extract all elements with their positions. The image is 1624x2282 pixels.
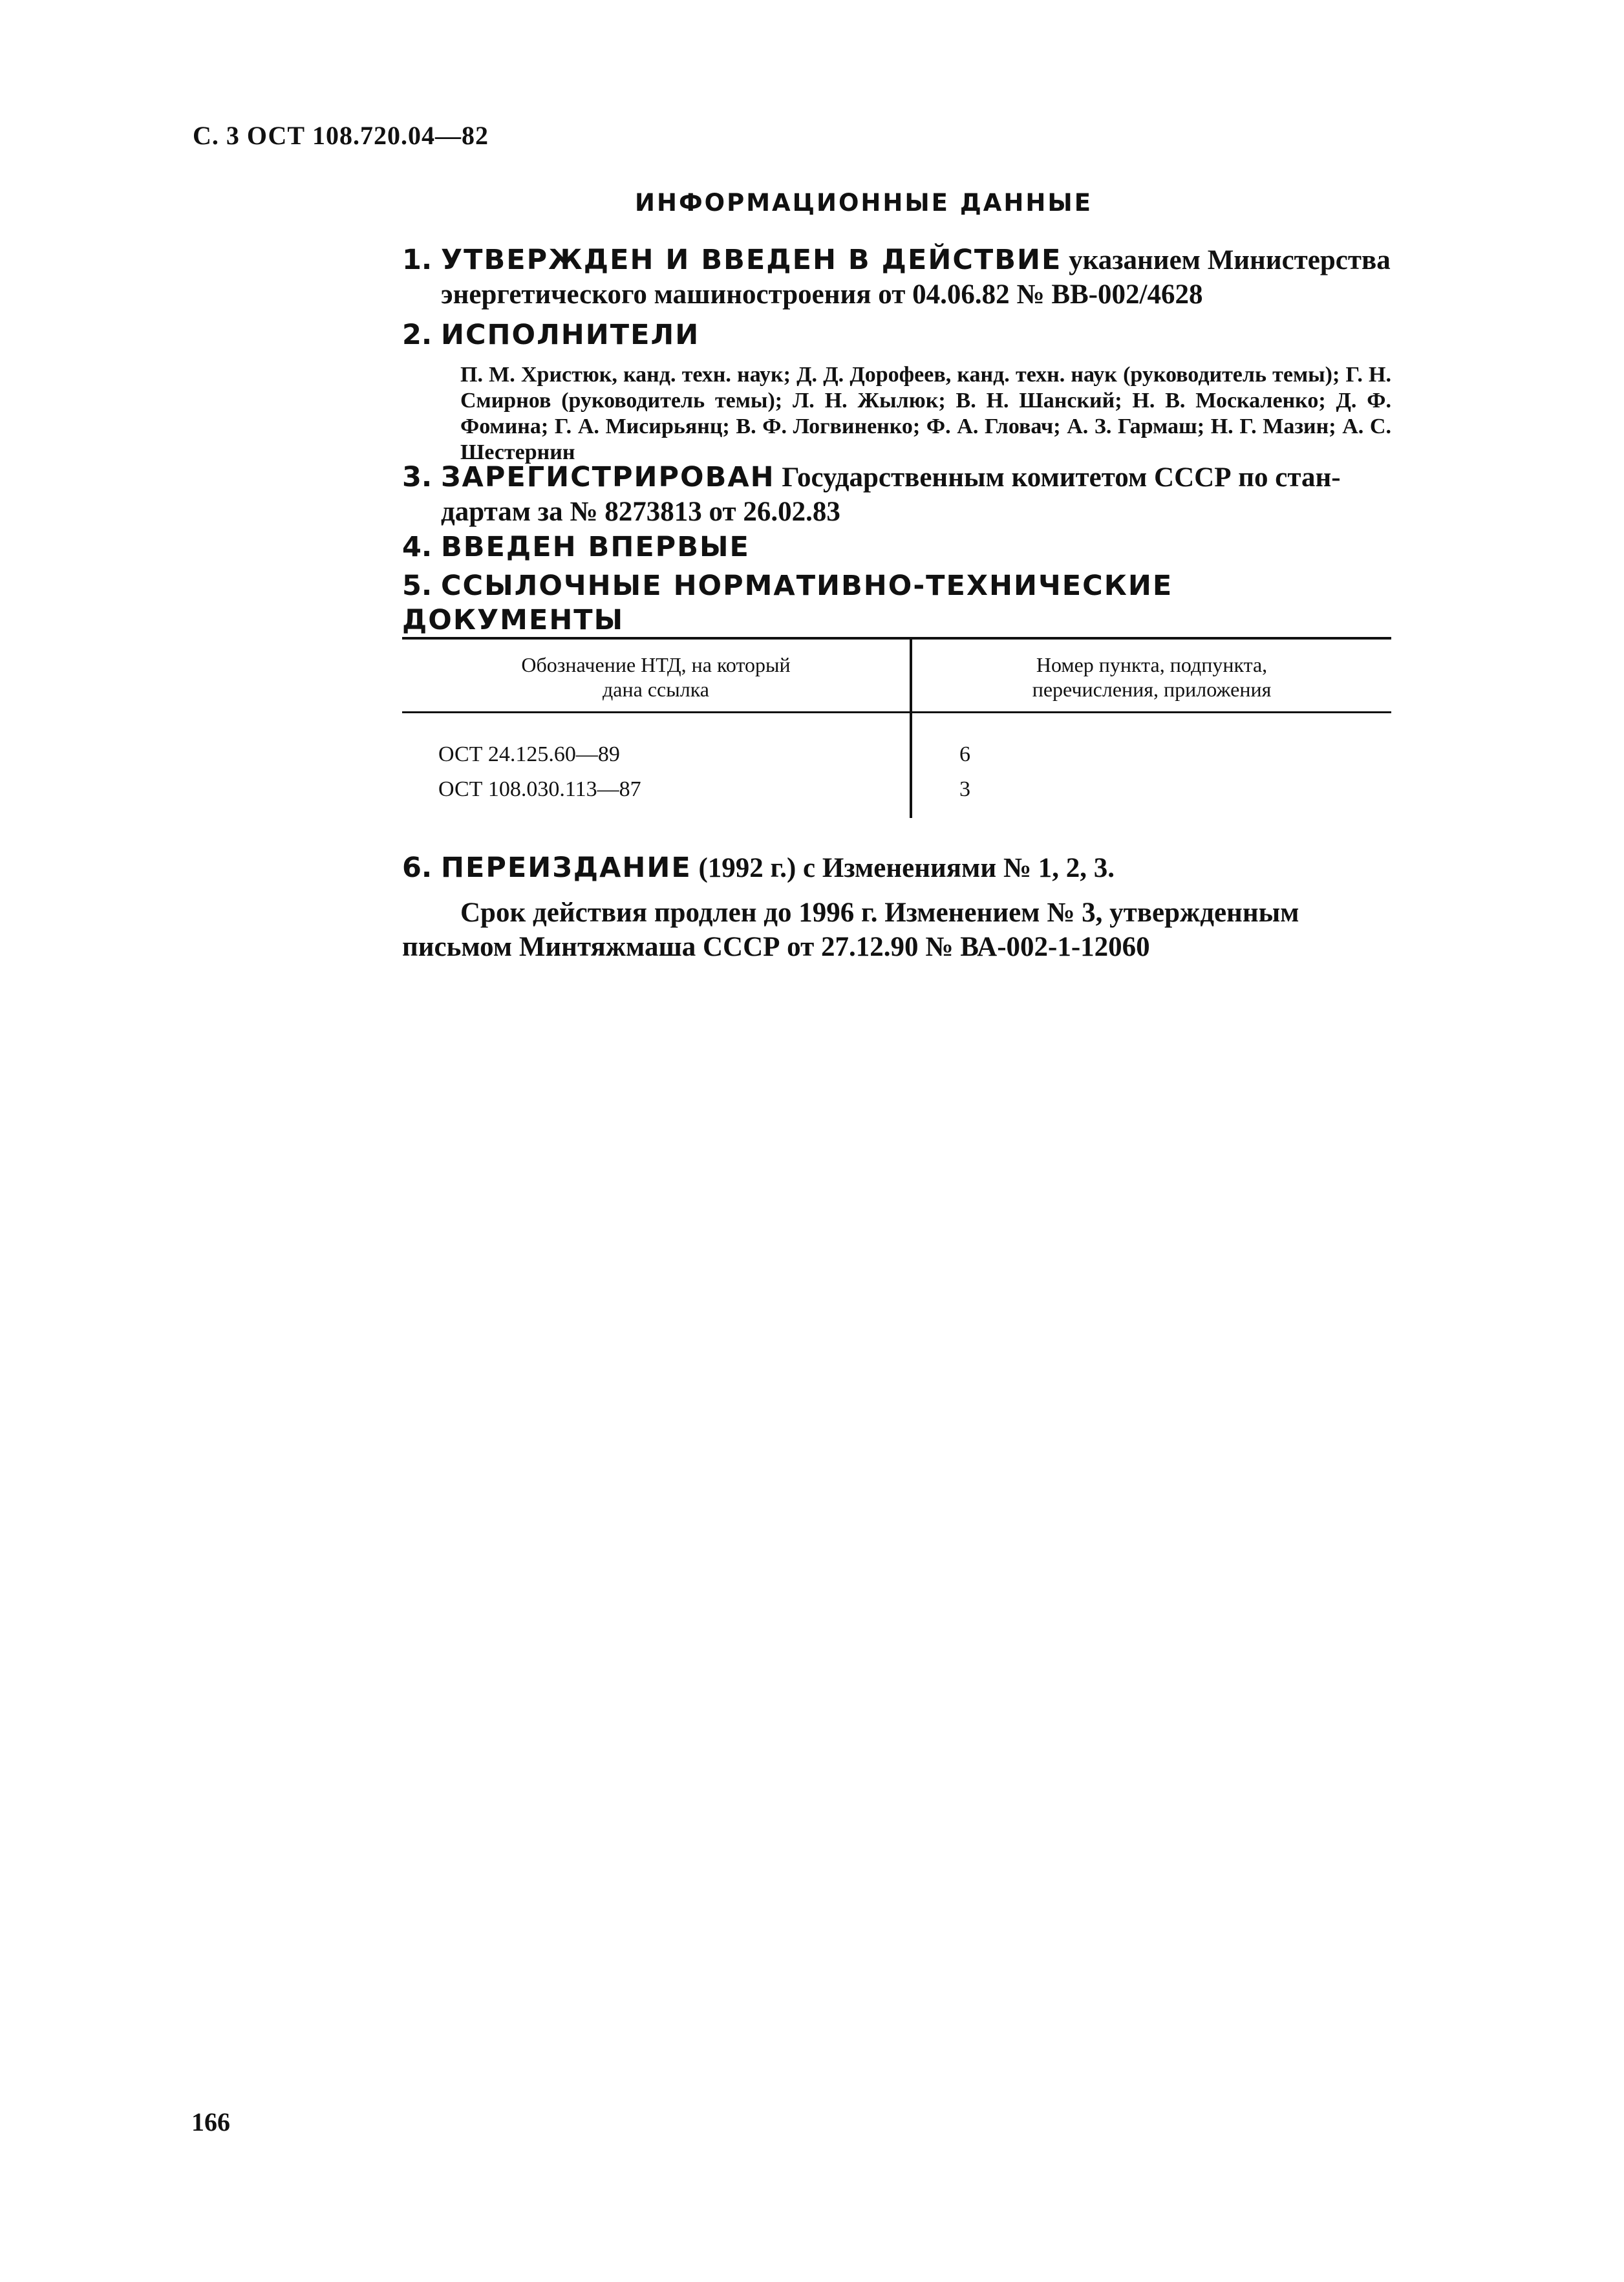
validity-note-line2: письмом Минтяжмаша СССР от 27.12.90 № ВА-002-1-12060 [402,932,1150,962]
validity-note-line1: Срок действия продлен до 1996 г. Изменением № 3, утвержденным [460,898,1299,928]
section-heading: ССЫЛОЧНЫЕ НОРМАТИВНО-ТЕХНИЧЕСКИЕ ДОКУМЕНТЫ [402,570,1173,636]
section-registered [402,460,1391,529]
column-header-document-line2: дана ссылка [603,678,709,701]
table-cell-clause: 3 [959,777,970,801]
reference-table [402,637,1391,831]
section-text: указанием Министерства [1062,245,1391,275]
section-number: 4. [402,531,433,563]
table-cell-clause: 6 [959,742,970,766]
authors-list: П. М. Христюк, канд. техн. наук; Д. Д. Дорофеев, канд. техн. наук (руководитель темы); Г. Н. Смирнов (руководитель темы); Л. Н. Жылюк; В. Н. Шанский; Н. В. Москаленко; Д. Ф. Фомина; Г. А. Мисирьянц; В. Ф. Логвиненко; Ф. А. Гловач; А. З. Гармаш; Н. Г. Мазин; А. С. Шестернин [460,363,1391,464]
column-header-clause-line2: перечисления, приложения [1032,678,1272,701]
section-heading: УТВЕРЖДЕН И ВВЕДЕН В ДЕЙСТВИЕ [441,244,1062,276]
section-authors [402,318,1391,352]
section-first-introduced-line [402,530,1391,565]
section-registered-line2: дартам за № 8273813 от 26.02.83 [441,497,840,527]
section-first-introduced [402,530,1391,565]
section-heading: ВВЕДЕН ВПЕРВЫЕ [441,531,750,563]
section-reissue [402,851,1391,964]
section-registered-line1 [402,460,1391,495]
section-heading: ЗАРЕГИСТРИРОВАН [441,461,775,493]
column-header-document-line1: Обозначение НТД, на который [521,653,791,676]
column-header-clause [912,652,1391,702]
page-header: С. 3 ОСТ 108.720.04—82 [193,121,489,150]
section-text: Государственным комитетом СССР по стан- [775,462,1341,493]
section-number: 3. [402,461,433,493]
section-approved-line1 [402,243,1391,277]
section-number: 2. [402,319,433,351]
table-cell-document: ОСТ 108.030.113—87 [438,777,641,801]
table-header-rule [402,711,1391,713]
section-references [402,569,1391,638]
section-number: 5. [402,570,433,602]
section-text: (1992 г.) с Изменениями № 1, 2, 3. [691,853,1115,883]
column-header-clause-line1: Номер пункта, подпункта, [1036,653,1268,676]
section-number: 6. [402,852,433,884]
section-heading: ПЕРЕИЗДАНИЕ [441,852,692,884]
column-header-document [402,652,910,702]
document-title: ИНФОРМАЦИОННЫЕ ДАННЫЕ [635,189,1093,217]
table-top-rule [402,637,1391,640]
section-approved-line2: энергетического машиностроения от 04.06.82 № ВВ-002/4628 [441,279,1203,310]
section-number: 1. [402,244,433,276]
section-references-line [402,569,1391,638]
table-cell-document: ОСТ 24.125.60—89 [438,742,620,766]
section-approved [402,243,1391,312]
section-authors-heading-line [402,318,1391,352]
page-number: 166 [191,2107,230,2137]
section-reissue-line [402,851,1391,885]
section-heading: ИСПОЛНИТЕЛИ [441,319,700,351]
